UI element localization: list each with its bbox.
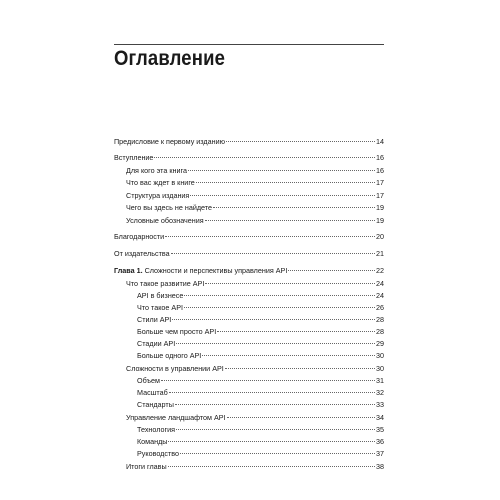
leader-dots (168, 441, 375, 442)
toc-entry-label (114, 266, 287, 276)
toc-entry-page: 34 (376, 413, 384, 422)
toc-entry-page: 28 (376, 327, 384, 336)
toc-entry-page: 36 (376, 437, 384, 446)
toc-entry[interactable] (126, 166, 384, 176)
leader-dots (213, 207, 375, 208)
toc-entry[interactable] (137, 339, 384, 349)
toc-entry-label: Объем (137, 376, 160, 385)
toc-entry-page: 24 (376, 291, 384, 300)
toc-entry[interactable] (137, 351, 384, 361)
toc-entry-label: Что такое развитие API (126, 279, 205, 288)
leader-dots (175, 404, 375, 405)
toc-entry-page: 16 (376, 153, 384, 162)
toc-entry-page: 19 (376, 203, 384, 212)
toc-entry-page: 32 (376, 388, 384, 397)
toc-entry[interactable] (126, 178, 384, 188)
toc-entry[interactable] (137, 400, 384, 410)
toc-entry-page: 22 (376, 266, 384, 275)
leader-dots (226, 141, 375, 142)
leader-dots (168, 466, 375, 467)
toc-entry-label: Технология (137, 425, 176, 434)
toc-entry-page: 33 (376, 400, 384, 409)
toc-entry-label: Масштаб (137, 388, 168, 397)
toc-entry-label: Вступление (114, 153, 154, 162)
leader-dots (288, 270, 375, 271)
toc-entry-page: 38 (376, 462, 384, 471)
toc-entry[interactable] (126, 462, 384, 472)
toc-entry-label: Стили API (137, 315, 172, 324)
toc-entry[interactable] (137, 437, 384, 447)
toc-entry[interactable] (137, 291, 384, 301)
toc-entry[interactable] (137, 327, 384, 337)
leader-dots (225, 368, 375, 369)
toc-entry[interactable] (126, 279, 384, 289)
toc-entry-label: Стандарты (137, 400, 174, 409)
leader-dots (217, 331, 375, 332)
toc-entry[interactable] (126, 216, 384, 226)
toc-entry-page: 31 (376, 376, 384, 385)
toc-entry[interactable] (114, 153, 384, 163)
toc-entry-label: Благодарности (114, 232, 165, 241)
toc-entry[interactable] (114, 232, 384, 242)
toc-entry[interactable] (126, 413, 384, 423)
toc-entry-label: API в бизнесе (137, 291, 184, 300)
toc-entry-label: Что такое API (137, 303, 184, 312)
toc-chapter-entry[interactable] (114, 266, 384, 276)
toc-entry-label: Больше чем просто API (137, 327, 217, 336)
chapter-title: Сложности и перспективы управления API (144, 266, 288, 275)
toc-entry-page: 14 (376, 137, 384, 146)
toc-entry[interactable] (126, 364, 384, 374)
toc-entry[interactable] (126, 203, 384, 213)
toc-entry-page: 28 (376, 315, 384, 324)
leader-dots (169, 392, 375, 393)
toc-entry-label: Руководство (137, 449, 180, 458)
toc-entry-label: Предисловие к первому изданию (114, 137, 225, 146)
toc-entry-page: 19 (376, 216, 384, 225)
toc-entry[interactable] (137, 315, 384, 325)
leader-dots (205, 220, 375, 221)
toc-entry[interactable] (114, 249, 384, 259)
toc-entry[interactable] (137, 303, 384, 313)
leader-dots (172, 319, 375, 320)
chapter-number: Глава 1. (114, 266, 143, 275)
leader-dots (202, 355, 375, 356)
toc-entry[interactable] (137, 388, 384, 398)
toc-entry-page: 26 (376, 303, 384, 312)
toc-entry-page: 24 (376, 279, 384, 288)
toc-entry-label: От издательства (114, 249, 170, 258)
toc-entry-page: 17 (376, 191, 384, 200)
toc-entry-label: Что вас ждет в книге (126, 178, 195, 187)
leader-dots (196, 182, 375, 183)
leader-dots (184, 295, 375, 296)
toc-entry-label: Чего вы здесь не найдете (126, 203, 212, 212)
leader-dots (188, 170, 375, 171)
leader-dots (180, 453, 375, 454)
leader-dots (154, 157, 375, 158)
page-title: Оглавление (114, 47, 226, 70)
toc-entry-label: Стадии API (137, 339, 176, 348)
leader-dots (161, 380, 375, 381)
leader-dots (171, 253, 375, 254)
toc-entry[interactable] (114, 137, 384, 147)
toc-entry-page: 37 (376, 449, 384, 458)
toc-entry[interactable] (126, 191, 384, 201)
toc-entry-page: 30 (376, 364, 384, 373)
toc-entry-page: 16 (376, 166, 384, 175)
toc-entry-label: Сложности в управлении API (126, 364, 224, 373)
toc-entry[interactable] (137, 376, 384, 386)
toc-entry-label: Для кого эта книга (126, 166, 187, 175)
leader-dots (190, 195, 375, 196)
leader-dots (227, 417, 375, 418)
toc-entry-page: 20 (376, 232, 384, 241)
toc-entry-label: Итоги главы (126, 462, 167, 471)
leader-dots (184, 307, 375, 308)
toc-entry[interactable] (137, 425, 384, 435)
toc-entry-page: 30 (376, 351, 384, 360)
leader-dots (205, 283, 375, 284)
leader-dots (176, 343, 375, 344)
toc-entry-page: 21 (376, 249, 384, 258)
toc-entry-page: 17 (376, 178, 384, 187)
toc-entry-label: Управление ландшафтом API (126, 413, 226, 422)
toc-entry-label: Условные обозначения (126, 216, 204, 225)
toc-entry-page: 35 (376, 425, 384, 434)
toc-entry[interactable] (137, 449, 384, 459)
leader-dots (165, 236, 375, 237)
toc-entry-label: Команды (137, 437, 168, 446)
toc-entry-page: 29 (376, 339, 384, 348)
toc-entry-label: Структура издания (126, 191, 190, 200)
leader-dots (176, 429, 375, 430)
toc-entry-label: Больше одного API (137, 351, 202, 360)
